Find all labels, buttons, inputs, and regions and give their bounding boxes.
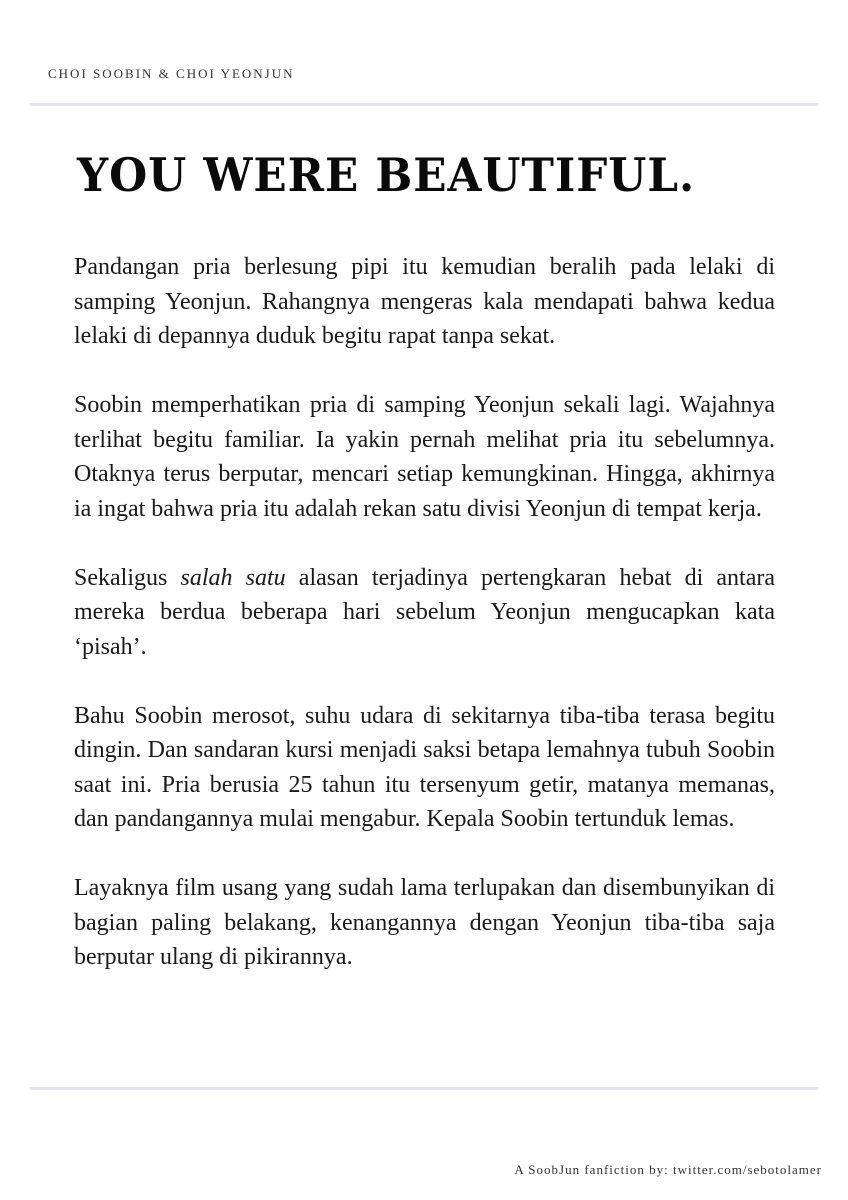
- paragraph-3: [74, 561, 775, 665]
- paragraph-5: Layaknya film usang yang sudah lama terlupakan dan disembunyikan di bagian paling belakang, kenangannya dengan Yeonjun tiba-tiba saja berputar ulang di pikirannya.: [74, 875, 775, 970]
- paragraph-3-part-2: alasan terjadinya pertengkaran hebat di antara mereka berdua beberapa hari sebelum Yeonjun mengucapkan kata ‘pisah’.: [74, 564, 776, 660]
- footer-credit: A SoobJun fanfiction by: twitter.com/sebotolamer: [514, 1162, 822, 1177]
- bottom-divider: [30, 1087, 818, 1090]
- header-label: CHOI SOOBIN & CHOI YEONJUN: [48, 66, 295, 81]
- story-body: [74, 250, 775, 1009]
- paragraph-1: Pandangan pria berlesung pipi itu kemudian beralih pada lelaki di samping Yeonjun. Rahangnya mengeras kala mendapati bahwa kedua lelaki di depannya duduk begitu rapat tanpa sekat.: [74, 254, 775, 349]
- paragraph-2: Soobin memperhatikan pria di samping Yeonjun sekali lagi. Wajahnya terlihat begitu familiar. Ia yakin pernah melihat pria itu sebelumnya. Otaknya terus berputar, mencari setiap kemungkinan. Hingga, akhirnya ia ingat bahwa pria itu adalah rekan satu divisi Yeonjun di tempat kerja.: [74, 392, 775, 522]
- story-title: YOU WERE BEAUTIFUL.: [77, 148, 696, 202]
- paragraph-3-italic: salah satu: [180, 564, 286, 591]
- paragraph-3-part-1: Sekaligus: [74, 564, 181, 591]
- paragraph-4: Bahu Soobin merosot, suhu udara di sekitarnya tiba-tiba terasa begitu dingin. Dan sandaran kursi menjadi saksi betapa lemahnya tubuh Soobin saat ini. Pria berusia 25 tahun itu tersenyum getir, matanya memanas, dan pandangannya mulai mengabur. Kepala Soobin tertunduk lemas.: [74, 702, 775, 832]
- top-divider: [30, 103, 818, 106]
